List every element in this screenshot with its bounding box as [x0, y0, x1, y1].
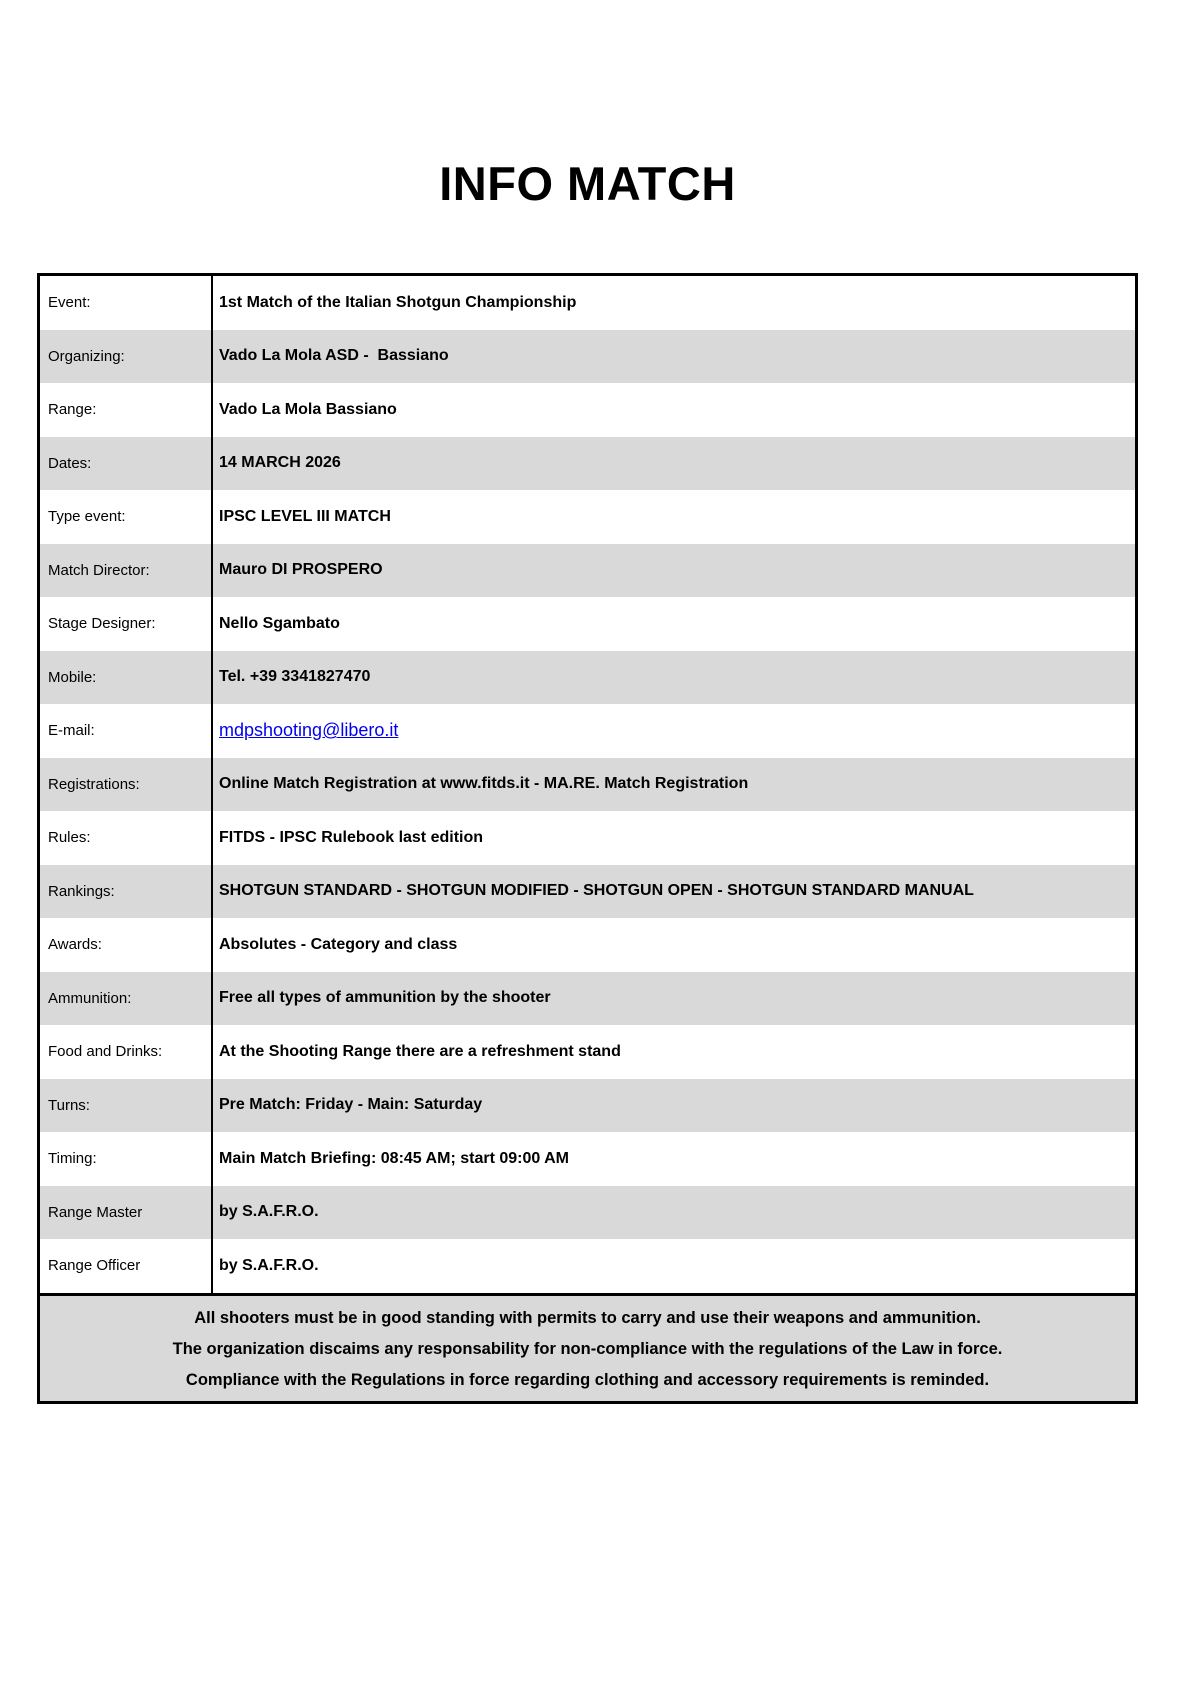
- row-value: Nello Sgambato: [219, 614, 340, 632]
- table-row-match-director: [40, 544, 1135, 598]
- row-value: Vado La Mola ASD - Bassiano: [219, 347, 449, 365]
- table-row-range: [40, 383, 1135, 437]
- row-value: 14 MARCH 2026: [219, 454, 341, 472]
- row-value: Vado La Mola Bassiano: [219, 400, 397, 418]
- table-row-range-master: [40, 1186, 1135, 1240]
- table-row-food-and-drinks: [40, 1025, 1135, 1079]
- email-link[interactable]: mdpshooting@libero.it: [219, 720, 399, 741]
- table-row-rules: [40, 811, 1135, 865]
- table-row-registrations: [40, 758, 1135, 812]
- row-value: [213, 704, 1135, 758]
- row-label: Ammunition:: [40, 972, 213, 1026]
- row-label: Range:: [40, 383, 213, 437]
- row-value: At the Shooting Range there are a refreshment stand: [219, 1042, 621, 1060]
- row-label: Awards:: [40, 918, 213, 972]
- row-label: Rules:: [40, 811, 213, 865]
- row-value: by S.A.F.R.O.: [219, 1256, 319, 1274]
- row-value: IPSC LEVEL III MATCH: [219, 507, 391, 525]
- row-value: Free all types of ammunition by the shooter: [219, 989, 551, 1007]
- table-row-organizing: [40, 330, 1135, 384]
- row-label: Dates:: [40, 437, 213, 491]
- row-value: Absolutes - Category and class: [219, 935, 458, 953]
- table-row-email: [40, 704, 1135, 758]
- row-value: 1st Match of the Italian Shotgun Championship: [219, 293, 577, 311]
- table-row-event: [40, 276, 1135, 330]
- row-label: Registrations:: [40, 758, 213, 812]
- table-row-type-event: [40, 490, 1135, 544]
- row-label: Food and Drinks:: [40, 1025, 213, 1079]
- row-value: Pre Match: Friday - Main: Saturday: [219, 1096, 483, 1114]
- table-row-timing: [40, 1132, 1135, 1186]
- disclaimer-line-3: Compliance with the Regulations in force regarding clothing and accessory requirements is reminded.: [185, 1370, 990, 1389]
- table-row-range-officer: [40, 1239, 1135, 1293]
- row-value: SHOTGUN STANDARD - SHOTGUN MODIFIED - SHOTGUN OPEN - SHOTGUN STANDARD MANUAL: [219, 882, 974, 900]
- row-value: Mauro DI PROSPERO: [219, 561, 383, 579]
- row-label: Range Officer: [40, 1239, 213, 1293]
- row-label: E-mail:: [40, 704, 213, 758]
- row-value: Main Match Briefing: 08:45 AM; start 09:00 AM: [219, 1149, 569, 1167]
- page-title: INFO MATCH: [439, 157, 736, 210]
- row-label: Turns:: [40, 1079, 213, 1133]
- table-row-ammunition: [40, 972, 1135, 1026]
- info-match-table: [37, 273, 1138, 1404]
- row-value: Tel. +39 3341827470: [219, 668, 371, 686]
- row-label: Stage Designer:: [40, 597, 213, 651]
- row-label: Organizing:: [40, 330, 213, 384]
- table-row-awards: [40, 918, 1135, 972]
- row-value: FITDS - IPSC Rulebook last edition: [219, 828, 484, 846]
- table-row-dates: [40, 437, 1135, 491]
- row-label: Match Director:: [40, 544, 213, 598]
- row-label: Event:: [40, 276, 213, 330]
- row-label: Mobile:: [40, 651, 213, 705]
- disclaimer-line-2: The organization discaims any responsability for non-compliance with the regulations of the Law in force.: [172, 1339, 1003, 1358]
- disclaimer-footer: [40, 1293, 1135, 1401]
- row-label: Range Master: [40, 1186, 213, 1240]
- row-label: Timing:: [40, 1132, 213, 1186]
- table-row-mobile: [40, 651, 1135, 705]
- row-value: Online Match Registration at www.fitds.it - MA.RE. Match Registration: [219, 775, 749, 793]
- row-value: by S.A.F.R.O.: [219, 1203, 319, 1221]
- table-row-rankings: [40, 865, 1135, 919]
- row-label: Type event:: [40, 490, 213, 544]
- row-label: Rankings:: [40, 865, 213, 919]
- table-row-stage-designer: [40, 597, 1135, 651]
- table-row-turns: [40, 1079, 1135, 1133]
- disclaimer-line-1: All shooters must be in good standing with permits to carry and use their weapons and ammunition.: [194, 1308, 981, 1327]
